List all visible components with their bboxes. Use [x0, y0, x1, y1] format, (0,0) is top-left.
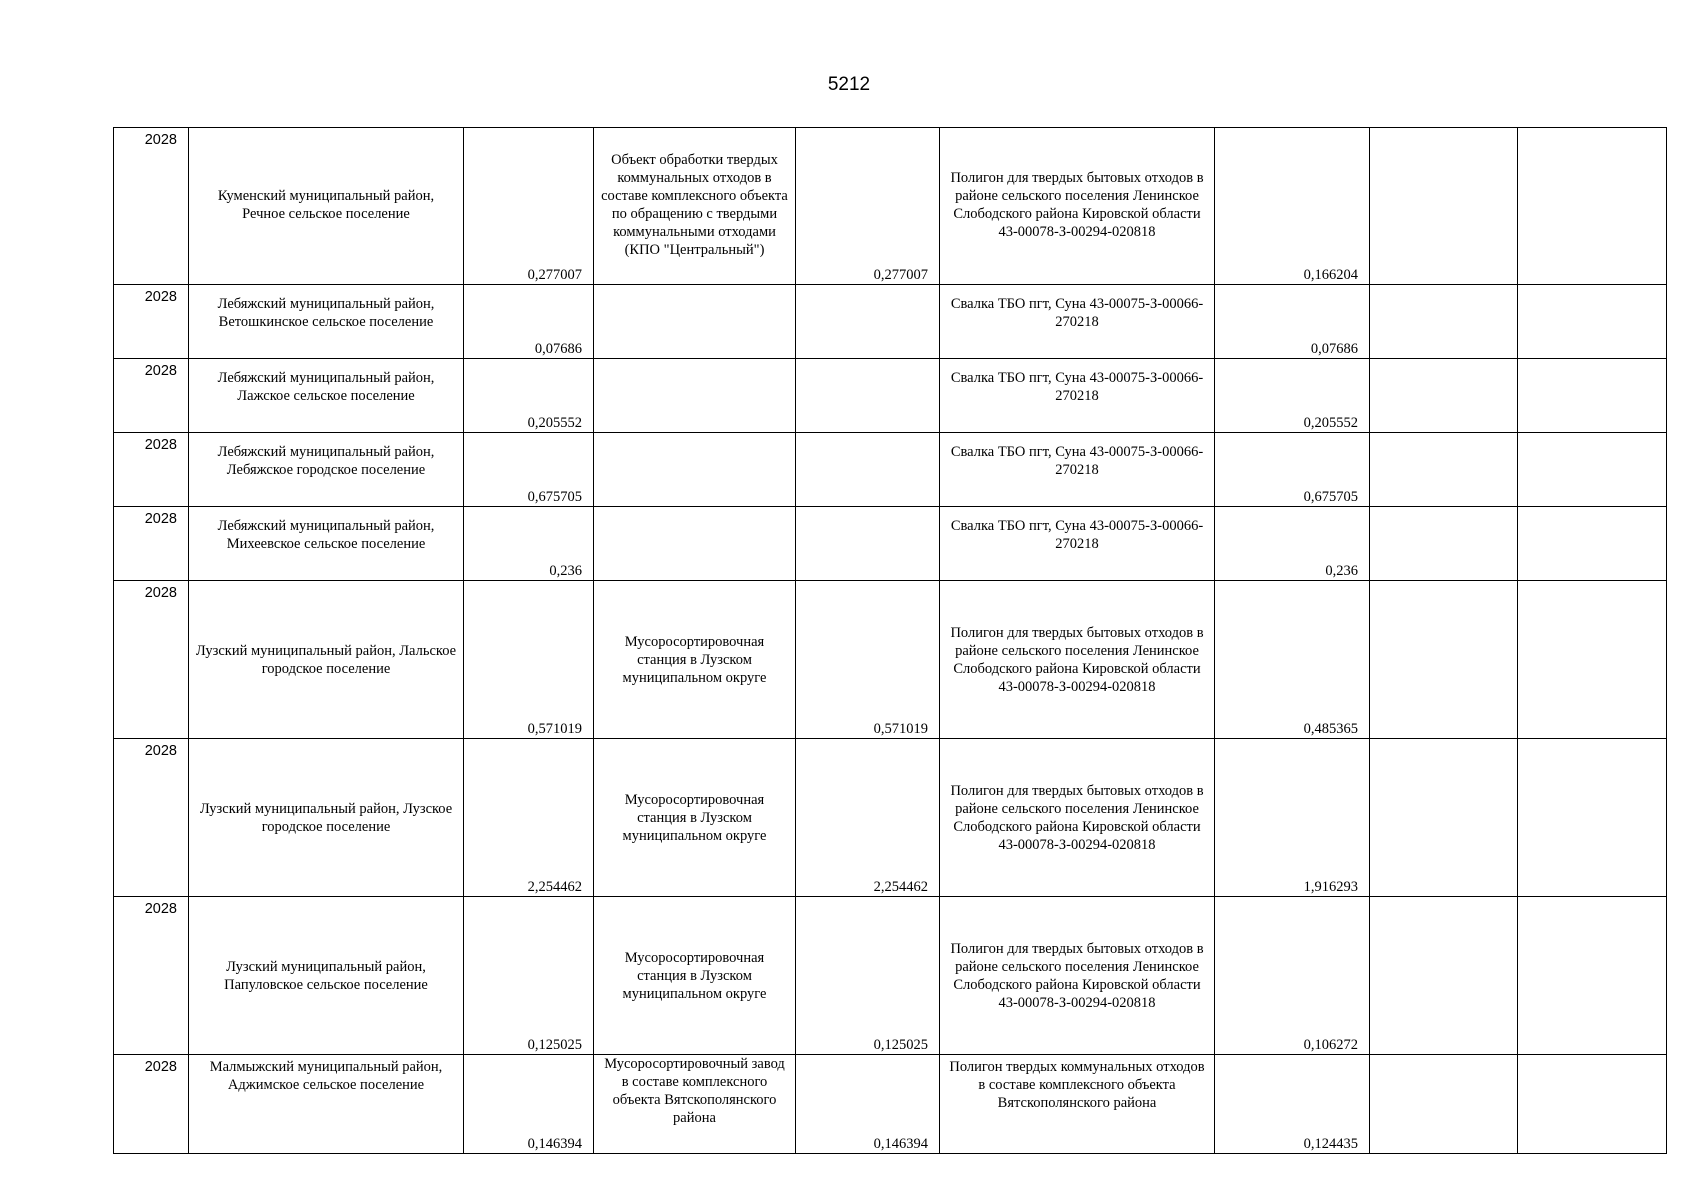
municipality-cell: Лебяжский муниципальный район, Михеевское сельское поселение: [189, 507, 464, 581]
mass-processing-cell: 0,277007: [796, 128, 940, 285]
year-cell: 2028: [114, 1055, 189, 1154]
mass-disposal-cell: 0,485365: [1215, 581, 1370, 739]
mass-total-cell: 0,277007: [464, 128, 594, 285]
year-cell: 2028: [114, 359, 189, 433]
disposal-object-cell: Полигон для твердых бытовых отходов в районе сельского поселения Ленинское Слободского района Кировской области 43-00078-З-00294-020818: [940, 581, 1215, 739]
empty-cell: [1370, 507, 1518, 581]
table-row: [114, 359, 1667, 433]
mass-processing-cell: 0,146394: [796, 1055, 940, 1154]
page-number: 5212: [827, 74, 871, 95]
empty-cell: [1370, 739, 1518, 897]
processing-object-cell: Объект обработки твердых коммунальных отходов в составе комплексного объекта по обращению с твердыми коммунальными отходами (КПО "Центральный"): [594, 128, 796, 285]
empty-cell: [1518, 433, 1667, 507]
empty-cell: [1518, 1055, 1667, 1154]
processing-object-cell: [594, 507, 796, 581]
waste-flow-table: [113, 127, 1667, 1154]
table-row: [114, 739, 1667, 897]
mass-disposal-cell: 0,675705: [1215, 433, 1370, 507]
disposal-object-cell: Свалка ТБО пгт, Суна 43-00075-З-00066-270218: [940, 359, 1215, 433]
table-row: [114, 128, 1667, 285]
processing-object-cell: [594, 359, 796, 433]
year-cell: 2028: [114, 507, 189, 581]
mass-total-cell: 0,07686: [464, 285, 594, 359]
mass-disposal-cell: 0,106272: [1215, 897, 1370, 1055]
municipality-cell: Лебяжский муниципальный район, Ветошкинское сельское поселение: [189, 285, 464, 359]
mass-processing-cell: [796, 359, 940, 433]
year-cell: 2028: [114, 739, 189, 897]
processing-object-cell: Мусоросортировочная станция в Лузском муниципальном округе: [594, 739, 796, 897]
disposal-object-cell: Полигон для твердых бытовых отходов в районе сельского поселения Ленинское Слободского района Кировской области 43-00078-З-00294-020818: [940, 128, 1215, 285]
mass-disposal-cell: 0,236: [1215, 507, 1370, 581]
processing-object-cell: Мусоросортировочная станция в Лузском муниципальном округе: [594, 897, 796, 1055]
mass-disposal-cell: 0,07686: [1215, 285, 1370, 359]
mass-disposal-cell: 0,124435: [1215, 1055, 1370, 1154]
mass-total-cell: 0,205552: [464, 359, 594, 433]
empty-cell: [1518, 897, 1667, 1055]
disposal-object-cell: Полигон твердых коммунальных отходов в составе комплексного объекта Вятскополянского района: [940, 1055, 1215, 1154]
empty-cell: [1370, 433, 1518, 507]
municipality-cell: Малмыжский муниципальный район, Аджимское сельское поселение: [189, 1055, 464, 1154]
year-cell: 2028: [114, 128, 189, 285]
disposal-object-cell: Свалка ТБО пгт, Суна 43-00075-З-00066-270218: [940, 285, 1215, 359]
processing-object-cell: Мусоросортировочная станция в Лузском муниципальном округе: [594, 581, 796, 739]
mass-processing-cell: [796, 507, 940, 581]
empty-cell: [1370, 128, 1518, 285]
disposal-object-cell: Полигон для твердых бытовых отходов в районе сельского поселения Ленинское Слободского района Кировской области 43-00078-З-00294-020818: [940, 897, 1215, 1055]
municipality-cell: Лебяжский муниципальный район, Лажское сельское поселение: [189, 359, 464, 433]
year-cell: 2028: [114, 433, 189, 507]
empty-cell: [1370, 1055, 1518, 1154]
mass-total-cell: 0,236: [464, 507, 594, 581]
mass-total-cell: 2,254462: [464, 739, 594, 897]
processing-object-cell: Мусоросортировочный завод в составе комплексного объекта Вятскополянского района: [594, 1055, 796, 1154]
year-cell: 2028: [114, 581, 189, 739]
processing-object-cell: [594, 433, 796, 507]
municipality-cell: Лузский муниципальный район, Лузское городское поселение: [189, 739, 464, 897]
mass-processing-cell: 0,125025: [796, 897, 940, 1055]
disposal-object-cell: Свалка ТБО пгт, Суна 43-00075-З-00066-270218: [940, 507, 1215, 581]
mass-total-cell: 0,571019: [464, 581, 594, 739]
processing-object-cell: [594, 285, 796, 359]
mass-disposal-cell: 0,166204: [1215, 128, 1370, 285]
mass-processing-cell: [796, 285, 940, 359]
table-row: [114, 581, 1667, 739]
empty-cell: [1370, 581, 1518, 739]
empty-cell: [1518, 581, 1667, 739]
disposal-object-cell: Свалка ТБО пгт, Суна 43-00075-З-00066-270218: [940, 433, 1215, 507]
municipality-cell: Лузский муниципальный район, Лальское городское поселение: [189, 581, 464, 739]
year-cell: 2028: [114, 897, 189, 1055]
mass-processing-cell: [796, 433, 940, 507]
empty-cell: [1518, 128, 1667, 285]
empty-cell: [1518, 739, 1667, 897]
table-row: [114, 897, 1667, 1055]
table-row: [114, 433, 1667, 507]
empty-cell: [1518, 359, 1667, 433]
empty-cell: [1518, 285, 1667, 359]
empty-cell: [1518, 507, 1667, 581]
mass-total-cell: 0,125025: [464, 897, 594, 1055]
disposal-object-cell: Полигон для твердых бытовых отходов в районе сельского поселения Ленинское Слободского района Кировской области 43-00078-З-00294-020818: [940, 739, 1215, 897]
table-row: [114, 285, 1667, 359]
year-cell: 2028: [114, 285, 189, 359]
mass-disposal-cell: 1,916293: [1215, 739, 1370, 897]
table-row: [114, 1055, 1667, 1154]
empty-cell: [1370, 897, 1518, 1055]
mass-total-cell: 0,146394: [464, 1055, 594, 1154]
table-row: [114, 507, 1667, 581]
empty-cell: [1370, 285, 1518, 359]
municipality-cell: Лузский муниципальный район, Папуловское сельское поселение: [189, 897, 464, 1055]
mass-processing-cell: 0,571019: [796, 581, 940, 739]
municipality-cell: Лебяжский муниципальный район, Лебяжское городское поселение: [189, 433, 464, 507]
municipality-cell: Куменский муниципальный район, Речное сельское поселение: [189, 128, 464, 285]
mass-disposal-cell: 0,205552: [1215, 359, 1370, 433]
mass-total-cell: 0,675705: [464, 433, 594, 507]
empty-cell: [1370, 359, 1518, 433]
mass-processing-cell: 2,254462: [796, 739, 940, 897]
